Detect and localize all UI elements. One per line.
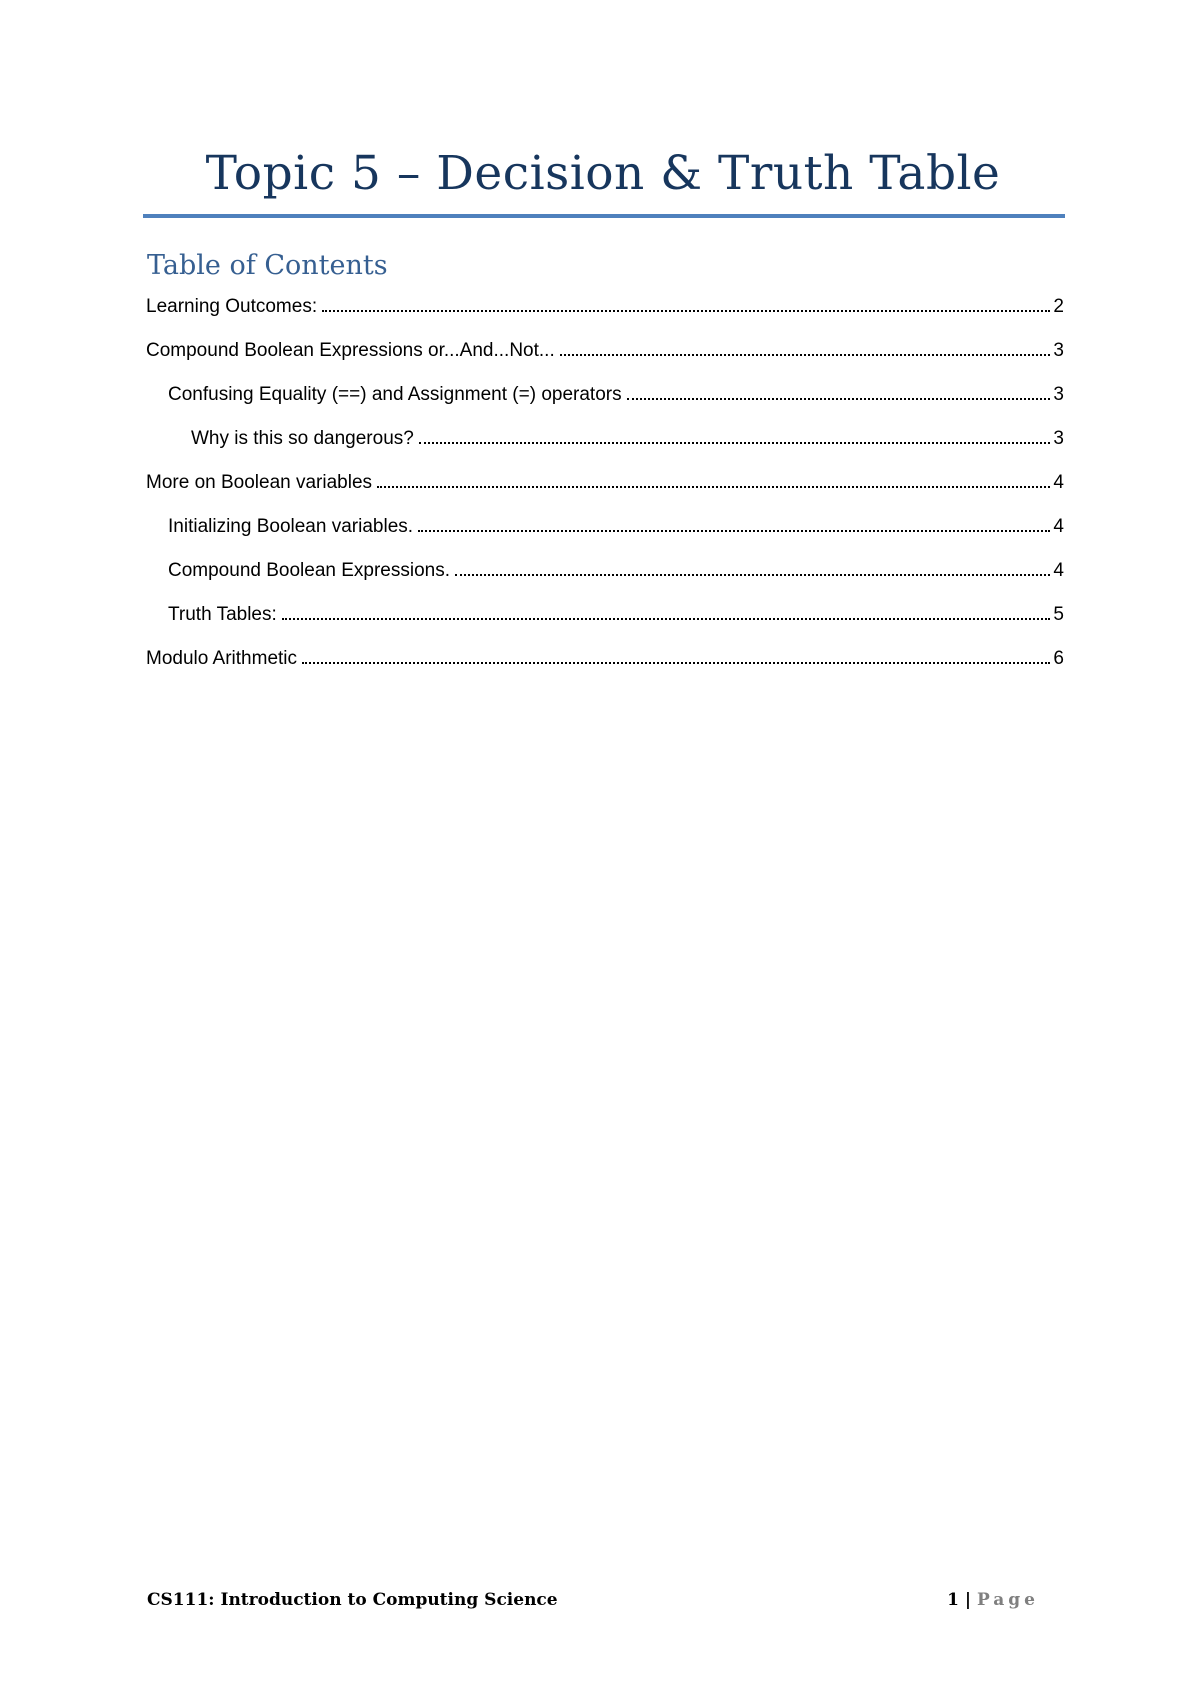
- toc-entry-page: 3: [1053, 340, 1064, 361]
- toc-entry-page: 4: [1053, 516, 1064, 537]
- toc-entry-label: Initializing Boolean variables.: [168, 516, 414, 537]
- toc-leader-dots: [302, 662, 1050, 664]
- toc-entry-label: Compound Boolean Expressions or...And...Not...: [146, 340, 555, 361]
- footer-course-title: CS111: Introduction to Computing Science: [147, 1590, 558, 1610]
- toc-entry-label: More on Boolean variables: [146, 472, 373, 493]
- toc-entry-page: 5: [1053, 604, 1064, 625]
- toc-entry-page: 3: [1053, 384, 1064, 405]
- toc-entry-page: 2: [1053, 296, 1064, 317]
- toc-entry-confusing-equality[interactable]: [168, 376, 1064, 406]
- toc-entry-page: 4: [1053, 560, 1064, 581]
- toc-entry-label: Why is this so dangerous?: [191, 428, 414, 449]
- toc-leader-dots: [322, 310, 1050, 312]
- toc-heading: Table of Contents: [147, 250, 388, 281]
- toc-leader-dots: [627, 398, 1051, 400]
- toc-leader-dots: [455, 574, 1050, 576]
- title-underline-rule: [143, 214, 1065, 218]
- toc-entry-label: Modulo Arithmetic: [146, 648, 298, 669]
- toc-entry-page: 6: [1053, 648, 1064, 669]
- footer-separator: |: [964, 1590, 972, 1610]
- toc-entry-more-on-boolean-variables[interactable]: [146, 464, 1064, 494]
- toc-leader-dots: [560, 354, 1051, 356]
- toc-entry-truth-tables[interactable]: [168, 596, 1064, 626]
- page-footer: [147, 1590, 1047, 1616]
- toc-entry-initializing-boolean[interactable]: [168, 508, 1064, 538]
- toc-leader-dots: [418, 530, 1050, 532]
- toc-entry-why-dangerous[interactable]: [191, 420, 1064, 450]
- toc-entry-page: 3: [1053, 428, 1064, 449]
- toc-leader-dots: [282, 618, 1051, 620]
- footer-page-number: 1: [947, 1590, 959, 1610]
- toc-leader-dots: [419, 442, 1051, 444]
- toc-entry-compound-boolean-or-and-not[interactable]: [146, 332, 1064, 362]
- toc-entry-label: Truth Tables:: [168, 604, 277, 625]
- document-title: Topic 5 – Decision & Truth Table: [205, 146, 1001, 201]
- toc-entry-learning-outcomes[interactable]: [146, 288, 1064, 318]
- footer-page-number-group: [947, 1590, 1039, 1610]
- footer-page-label: Page: [976, 1590, 1039, 1610]
- toc-entry-label: Confusing Equality (==) and Assignment (=) operators: [168, 384, 622, 405]
- toc-entry-compound-boolean-expressions[interactable]: [168, 552, 1064, 582]
- toc-entry-modulo-arithmetic[interactable]: [146, 640, 1064, 670]
- toc-entry-page: 4: [1053, 472, 1064, 493]
- toc-leader-dots: [377, 486, 1050, 488]
- toc-entry-label: Learning Outcomes:: [146, 296, 318, 317]
- toc-entry-label: Compound Boolean Expressions.: [168, 560, 451, 581]
